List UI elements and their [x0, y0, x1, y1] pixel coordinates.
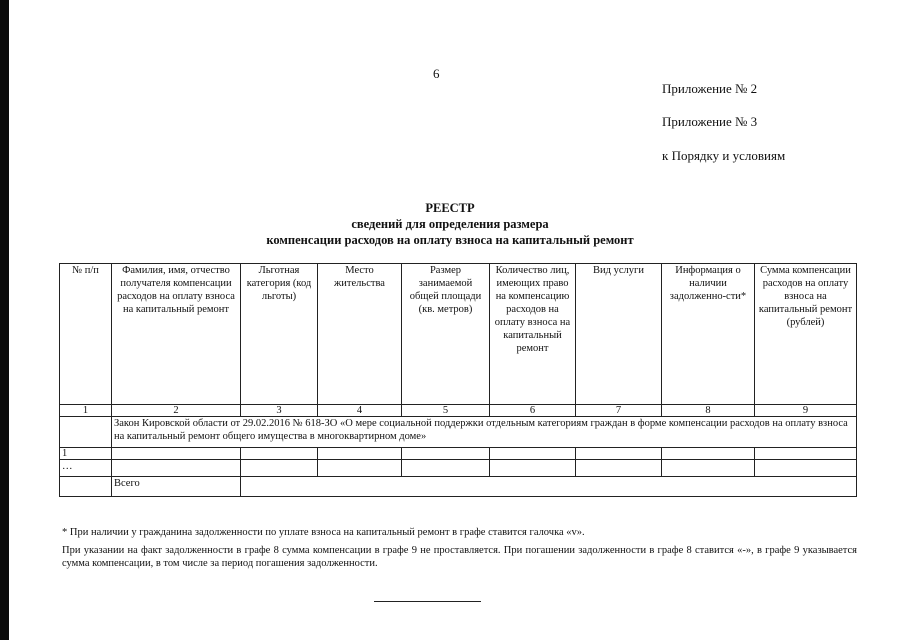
table-row	[60, 448, 857, 460]
appendix-line-1: Приложение № 2	[662, 81, 758, 96]
table-cell	[576, 448, 662, 460]
table-cell	[241, 477, 857, 497]
column-number: 6	[490, 405, 576, 417]
scan-edge	[0, 0, 9, 640]
header-cell: Вид услуги	[576, 264, 662, 405]
table-cell	[318, 460, 402, 477]
appendix-line-2: Приложение № 3	[662, 114, 758, 129]
table-cell	[755, 448, 857, 460]
table-cell	[402, 460, 490, 477]
page-number: 6	[433, 66, 440, 81]
table-cell	[60, 477, 112, 497]
column-number: 2	[112, 405, 241, 417]
table-cell	[241, 460, 318, 477]
header-cell: Размер занимаемой общей площади (кв. метров)	[402, 264, 490, 405]
column-number: 8	[662, 405, 755, 417]
header-cell: Место жительства	[318, 264, 402, 405]
signature-line	[374, 601, 481, 602]
document-title	[200, 200, 700, 248]
table-cell	[318, 448, 402, 460]
title-line-1: РЕЕСТР	[425, 201, 475, 215]
row-ellipsis: …	[60, 460, 112, 477]
table-cell	[402, 448, 490, 460]
registry-table	[59, 263, 857, 497]
table-cell	[490, 460, 576, 477]
header-cell: Льготная категория (код льготы)	[241, 264, 318, 405]
header-row	[60, 264, 857, 405]
header-cell: Информация о наличии задолженно-сти*	[662, 264, 755, 405]
header-cell: № п/п	[60, 264, 112, 405]
table-cell	[112, 460, 241, 477]
footnotes	[62, 526, 857, 575]
table-cell	[755, 460, 857, 477]
total-row	[60, 477, 857, 497]
table-cell	[241, 448, 318, 460]
law-row	[60, 417, 857, 448]
column-number: 4	[318, 405, 402, 417]
column-number: 7	[576, 405, 662, 417]
footnote-2: При указании на факт задолженности в графе 8 сумма компенсации в графе 9 не проставляется. При погашении задолженности в графе 8 ставится «-», в графе 9 указывается сумма компенсации, в том числе за период погашения задолженности.	[62, 544, 857, 569]
table-cell	[662, 460, 755, 477]
total-label: Всего	[112, 477, 241, 497]
table-cell	[490, 448, 576, 460]
appendix-line-3: к Порядку и условиям	[662, 148, 786, 163]
table-cell	[60, 417, 112, 448]
column-number: 3	[241, 405, 318, 417]
header-cell: Фамилия, имя, отчество получателя компенсации расходов на оплату взноса на капитальный ремонт	[112, 264, 241, 405]
column-number: 5	[402, 405, 490, 417]
table-cell	[662, 448, 755, 460]
column-number-row	[60, 405, 857, 417]
law-text: Закон Кировской области от 29.02.2016 № 618-ЗО «О мере социальной поддержки отдельным категориям граждан в форме компенсации расходов на оплату взноса на капитальный ремонт общего имущества в многоквартирном доме»	[112, 417, 857, 448]
table-cell	[576, 460, 662, 477]
title-line-2: сведений для определения размера	[351, 217, 549, 231]
header-cell: Сумма компенсации расходов на оплату взноса на капитальный ремонт (рублей)	[755, 264, 857, 405]
table-row	[60, 460, 857, 477]
row-number: 1	[60, 448, 112, 460]
column-number: 9	[755, 405, 857, 417]
header-cell: Количество лиц, имеющих право на компенсацию расходов на оплату взноса на капитальный ремонт	[490, 264, 576, 405]
footnote-1: * При наличии у гражданина задолженности по уплате взноса на капитальный ремонт в графе ставится галочка «v».	[62, 527, 585, 538]
title-line-3: компенсации расходов на оплату взноса на капитальный ремонт	[266, 233, 634, 247]
table-cell	[112, 448, 241, 460]
column-number: 1	[60, 405, 112, 417]
